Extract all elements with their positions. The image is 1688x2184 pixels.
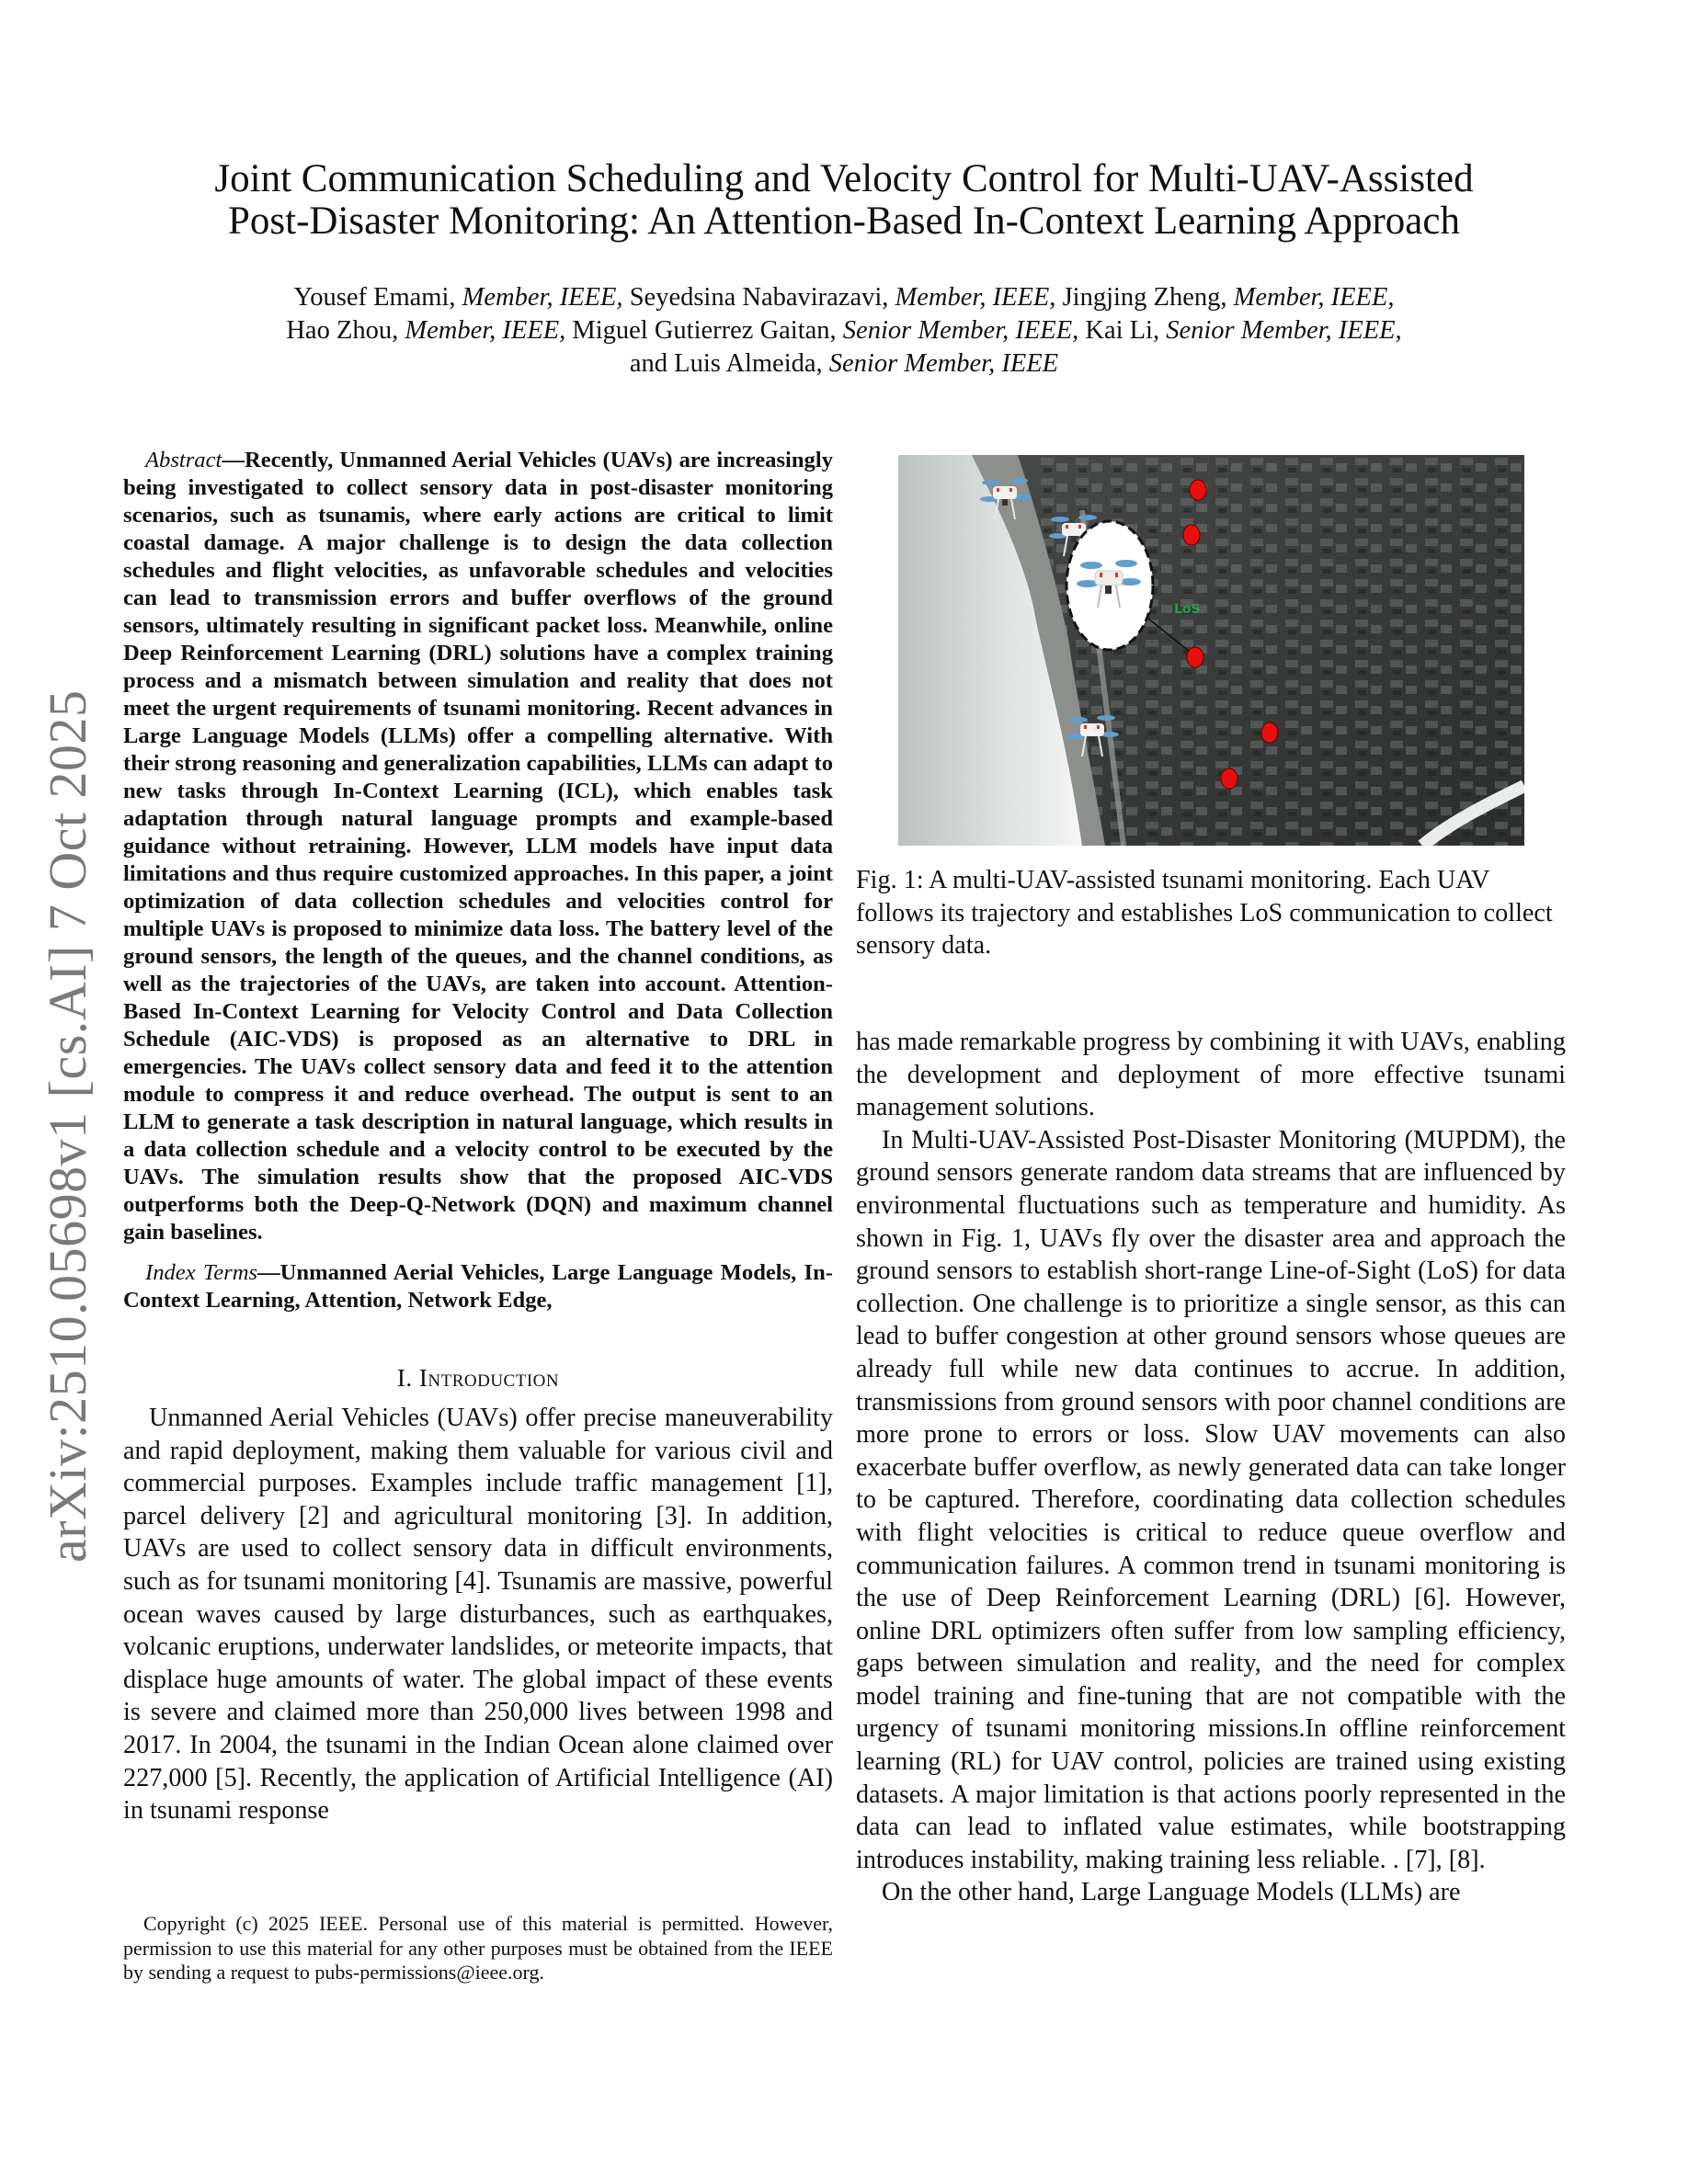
arxiv-identifier-stamp: arXiv:2510.05698v1 [cs.AI] 7 Oct 2025	[38, 689, 97, 1563]
intro-paragraph-1-continued: has made remarkable progress by combining it with UAVs, enabling the development and deployment of more effective tsunami management solutions.	[856, 1028, 1566, 1122]
author-name: Hao Zhou,	[286, 316, 399, 345]
author-role: Member, IEEE,	[895, 283, 1056, 312]
uav-tsunami-scene	[898, 455, 1524, 846]
ground-sensor-1	[1190, 480, 1206, 500]
uav-drone-highlighted	[1066, 521, 1153, 650]
author-name: Seyedsina Nabavirazavi,	[629, 283, 889, 312]
author-name: Yousef Emami,	[293, 283, 456, 312]
abstract-text: —Recently, Unmanned Aerial Vehicles (UAVs) are increasingly being investigated to collect sensory data in post-disaster monitoring scenarios, such as tsunamis, where early actions are critical to limit coastal damage. A major challenge is to design the data collection schedules and flight velocities, as unfavorable schedules and velocities can lead to transmission errors and buffer overflows of the ground sensors, ultimately resulting in significant packet loss. Meanwhile, online Deep Reinforcement Learning (DRL) solutions have a complex training process and a mismatch between simulation and reality that does not meet the urgent requirements of tsunami monitoring. Recent advances in Large Language Models (LLMs) offer a compelling alternative. With their strong reasoning and generalization capabilities, LLMs can adapt to new tasks through In-Context Learning (ICL), which enables task adaptation through natural language prompts and example-based guidance without retraining. However, LLM models have input data limitations and thus require customized approaches. In this paper, a joint optimization of data collection schedules and velocities control for multiple UAVs is proposed to minimize data loss. The battery level of the ground sensors, the length of the queues, and the channel conditions, as well as the trajectories of the UAVs, are taken into account. Attention-Based In-Context Learning for Velocity Control and Data Collection Schedule (AIC-VDS) is proposed as an alternative to DRL in emergencies. The UAVs collect sensory data and feed it to the attention module to compress it and reduce overhead. The output is sent to an LLM to generate a task description in natural language, which results in a data collection schedule and a velocity control to be executed by the UAVs. The simulation results show that the proposed AIC-VDS outperforms both the Deep-Q-Network (DQN) and maximum channel gain baselines.	[123, 448, 833, 1245]
author-role: Senior Member, IEEE,	[1166, 316, 1402, 345]
paper-title	[138, 158, 1550, 243]
author-name: Jingjing Zheng,	[1062, 283, 1227, 312]
intro-paragraph-2: In Multi-UAV-Assisted Post-Disaster Monitoring (MUPDM), the ground sensors generate random data streams that are influenced by environmental fluctuations such as temperature and humidity. As shown in Fig. 1, UAVs fly over the disaster area and approach the ground sensors to establish short-range Line-of-Sight (LoS) for data collection. One challenge is to prioritize a single sensor, as this can lead to buffer congestion at other ground sensors whose queues are already full while new data continues to accrue. In addition, transmissions from ground sensors with poor channel conditions are more prone to errors or loss. Slow UAV movements can also exacerbate buffer overflow, as newly generated data can take longer to be captured. Therefore, coordinating data collection schedules with flight velocities is critical to reduce queue overflow and communication failures. A common trend in tsunami monitoring is the use of Deep Reinforcement Learning (DRL) [6]. However, online DRL optimizers often suffer from low sampling efficiency, gaps between simulation and reality, and the need for complex model training and fine-tuning that are not compatible with the urgency of tsunami monitoring missions.In offline reinforcement learning (RL) for UAV control, policies are trained using existing datasets. A major limitation is that actions poorly represented in the data can lead to inflated value estimates, while bootstrapping introduces instability, making training less reliable. . [7], [8].	[856, 1125, 1566, 1874]
author-name: Kai Li,	[1085, 316, 1160, 345]
author-name: Miguel Gutierrez Gaitan,	[572, 316, 837, 345]
abstract-label: Abstract	[145, 448, 222, 472]
ground-sensor-5	[1221, 768, 1237, 789]
figure-1-image	[898, 455, 1524, 846]
abstract	[123, 447, 833, 1246]
author-list	[138, 281, 1550, 381]
index-terms	[123, 1259, 833, 1314]
author-name: and Luis Almeida,	[629, 349, 823, 378]
copyright-notice: Copyright (c) 2025 IEEE. Personal use of this material is permitted. However, permission to use this material for any other purposes must be obtained from the IEEE by sending a request to pubs-permissions@ieee.org.	[123, 1912, 833, 1984]
author-role: Senior Member, IEEE	[828, 349, 1059, 378]
ground-sensor-3	[1187, 647, 1203, 667]
intro-paragraph-3: On the other hand, Large Language Models (LLMs) are	[882, 1878, 1461, 1907]
figure-1-caption: Fig. 1: A multi-UAV-assisted tsunami monitoring. Each UAV follows its trajectory and establishes LoS communication to collect sensory data.	[856, 866, 1553, 961]
author-role: Senior Member, IEEE,	[842, 316, 1079, 345]
ground-sensor-4	[1261, 722, 1278, 743]
left-column	[123, 447, 833, 1827]
index-terms-label: Index Terms	[145, 1260, 258, 1285]
author-line-3	[138, 347, 1550, 381]
los-label: LoS	[1174, 602, 1201, 617]
title-line-1: Joint Communication Scheduling and Velocity Control for Multi-UAV-Assisted	[214, 157, 1474, 200]
author-line-1	[138, 281, 1550, 314]
index-terms-text: —Unmanned Aerial Vehicles, Large Language Models, In-Context Learning, Attention, Network Edge,	[123, 1260, 833, 1313]
intro-paragraph-1: Unmanned Aerial Vehicles (UAVs) offer precise maneuverability and rapid deployment, making them valuable for various civil and commercial purposes. Examples include traffic management [1], parcel delivery [2] and agricultural monitoring [3]. In addition, UAVs are used to collect sensory data in difficult environments, such as for tsunami monitoring [4]. Tsunamis are massive, powerful ocean waves caused by large disturbances, such as earthquakes, volcanic eruptions, underwater landslides, or meteorite impacts, that displace huge amounts of water. The global impact of these events is severe and claimed more than 250,000 lives between 1998 and 2017. In 2004, the tsunami in the Indian Ocean alone claimed over 227,000 [5]. Recently, the application of Artificial Intelligence (AI) in tsunami response	[123, 1404, 833, 1826]
author-line-2	[138, 314, 1550, 347]
ground-sensor-2	[1183, 525, 1200, 545]
title-line-2: Post-Disaster Monitoring: An Attention-Based In-Context Learning Approach	[228, 199, 1460, 243]
author-role: Member, IEEE,	[405, 316, 566, 345]
author-role: Member, IEEE,	[1233, 283, 1395, 312]
right-column	[856, 1026, 1566, 1909]
author-role: Member, IEEE,	[462, 283, 623, 312]
section-heading-introduction: I. Introduction	[396, 1364, 560, 1392]
